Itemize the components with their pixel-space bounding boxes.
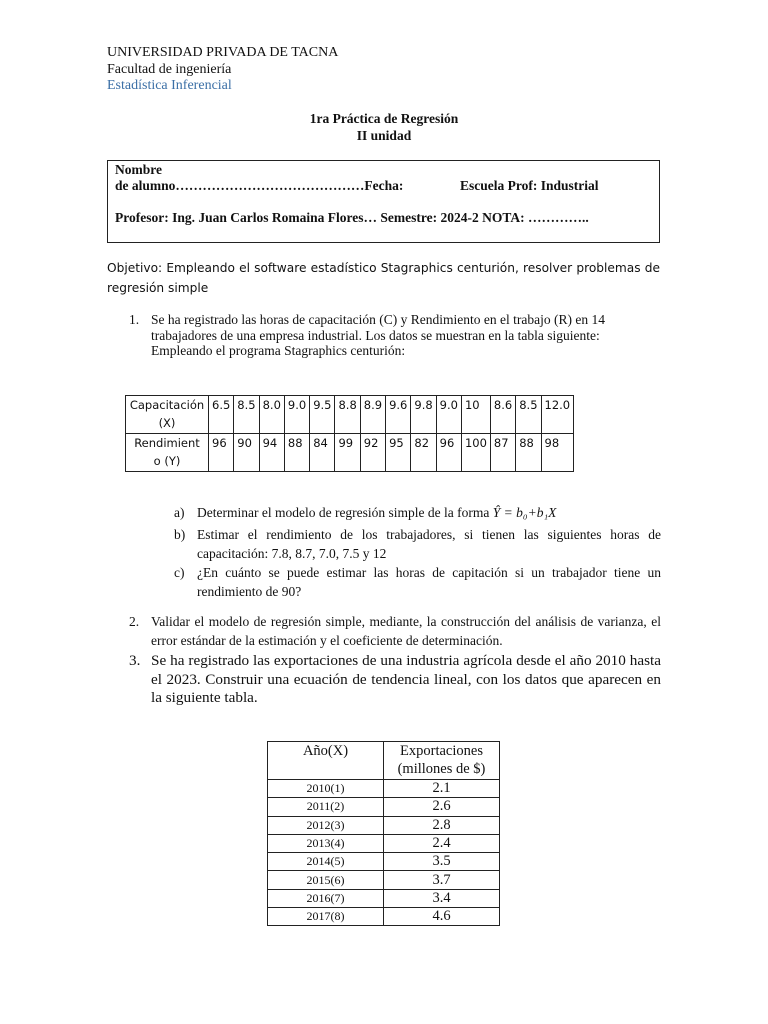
question-1-number: 1.: [129, 312, 140, 327]
value-cell: 2.6: [384, 798, 500, 816]
table-cell: 12.0: [541, 396, 574, 434]
column-header-exportaciones: Exportaciones (millones de $): [384, 742, 500, 780]
table-cell: 90: [234, 434, 259, 472]
table-cell: 8.5: [234, 396, 259, 434]
question-3-text: Se ha registrado las exportaciones de una industria agrícola desde el año 2010 hasta el 2023. Construir una ecuación de tendencia lineal, con los datos que aparecen en la siguiente tabla.: [151, 652, 661, 706]
value-cell: 3.5: [384, 853, 500, 871]
column-header-year: Año(X): [268, 742, 384, 780]
sub-question-a-label: a): [174, 505, 185, 520]
table-cell: 99: [335, 434, 360, 472]
alumno-fecha-line: [115, 178, 599, 194]
value-cell: 3.4: [384, 889, 500, 907]
sub-question-c-text: ¿En cuánto se puede estimar las horas de capitación si un trabajador tiene un rendimiento de 90?: [197, 565, 661, 599]
year-cell: 2010(1): [268, 780, 384, 798]
table-row: [268, 853, 500, 871]
table-row: [268, 834, 500, 852]
table-row: [126, 396, 574, 434]
table-cell: 8.0: [259, 396, 284, 434]
regression-formula: Ŷ = b₀+b₁X: [492, 505, 557, 520]
year-cell: 2017(8): [268, 908, 384, 926]
table-cell: 8.8: [335, 396, 360, 434]
table-cell: 8.6: [490, 396, 515, 434]
faculty-name: Facultad de ingeniería: [107, 61, 232, 77]
table-cell: 84: [310, 434, 335, 472]
table-cell: 87: [490, 434, 515, 472]
value-cell: 4.6: [384, 908, 500, 926]
title-line-1: 1ra Práctica de Regresión: [309, 111, 459, 126]
year-cell: 2015(6): [268, 871, 384, 889]
sub-question-b-label: b): [174, 527, 186, 542]
table-row: [126, 434, 574, 472]
sub-question-a-body: [197, 504, 661, 523]
value-cell: 2.4: [384, 834, 500, 852]
table-row: [268, 798, 500, 816]
table-row: [268, 908, 500, 926]
table-cell: 9.5: [310, 396, 335, 434]
table-cell: 96: [209, 434, 234, 472]
table-cell: 8.9: [360, 396, 385, 434]
question-2-number: 2.: [129, 614, 140, 629]
profesor-line: Profesor: Ing. Juan Carlos Romaina Flores… Semestre: 2024-2 NOTA: …………..: [115, 210, 589, 225]
table-cell: 88: [516, 434, 541, 472]
university-name: UNIVERSIDAD PRIVADA DE TACNA: [107, 45, 339, 60]
title-line-2: II unidad: [356, 127, 412, 143]
question-1-text: Se ha registrado las horas de capacitación (C) y Rendimiento en el trabajo (R) en 14 trabajadores de una empresa industrial. Los datos se muestran en la tabla siguiente: Empleando el programa Stagraphics centurión:: [151, 312, 605, 358]
year-cell: 2011(2): [268, 798, 384, 816]
value-cell: 2.1: [384, 780, 500, 798]
table-cell: 8.5: [516, 396, 541, 434]
document-header: [107, 45, 338, 95]
capacitacion-rendimiento-table: [125, 395, 574, 472]
year-cell: 2013(4): [268, 834, 384, 852]
table-cell: 9.0: [436, 396, 461, 434]
table-cell: 9.0: [284, 396, 309, 434]
table-cell: 100: [461, 434, 490, 472]
table-cell: 6.5: [209, 396, 234, 434]
alumno-line: de alumno……………………………………Fecha:: [115, 178, 404, 193]
table-row: [268, 889, 500, 907]
value-cell: 2.8: [384, 816, 500, 834]
nombre-label: Nombre: [115, 162, 162, 177]
table-row: [268, 780, 500, 798]
year-cell: 2016(7): [268, 889, 384, 907]
sub-question-a-text: Determinar el modelo de regresión simple de la forma: [197, 505, 490, 520]
row-header-capacitacion: Capacitación (X): [126, 396, 209, 434]
table-cell: 95: [386, 434, 411, 472]
question-2-text: Validar el modelo de regresión simple, mediante, la construcción del análisis de varianza, el error estándar de la estimación y el coeficiente de determinación.: [151, 614, 661, 648]
sub-question-b-text: Estimar el rendimiento de los trabajadores, si tienen las siguientes horas de capacitación: 7.8, 8.7, 7.0, 7.5 y 12: [197, 527, 661, 561]
table-cell: 94: [259, 434, 284, 472]
course-name: Estadística Inferencial: [107, 78, 232, 93]
document-title: [0, 111, 768, 144]
student-info-box: [107, 160, 660, 243]
row-header-rendimiento: Rendimient o (Y): [126, 434, 209, 472]
table-cell: 82: [411, 434, 436, 472]
table-cell: 9.6: [386, 396, 411, 434]
table-row: [268, 871, 500, 889]
objetivo-paragraph: Objetivo: Empleando el software estadístico Stagraphics centurión, resolver problemas de regresión simple: [107, 261, 660, 295]
table-row: [268, 816, 500, 834]
table-cell: 96: [436, 434, 461, 472]
table-cell: 88: [284, 434, 309, 472]
year-cell: 2012(3): [268, 816, 384, 834]
table-header-row: [268, 742, 500, 780]
exportaciones-table: [267, 741, 500, 926]
table-cell: 10: [461, 396, 490, 434]
escuela-label: Escuela Prof: Industrial: [460, 178, 599, 193]
year-cell: 2014(5): [268, 853, 384, 871]
table-cell: 98: [541, 434, 574, 472]
value-cell: 3.7: [384, 871, 500, 889]
table-cell: 9.8: [411, 396, 436, 434]
table-cell: 92: [360, 434, 385, 472]
question-3-number: 3.: [129, 652, 141, 669]
sub-question-c-label: c): [174, 565, 185, 580]
